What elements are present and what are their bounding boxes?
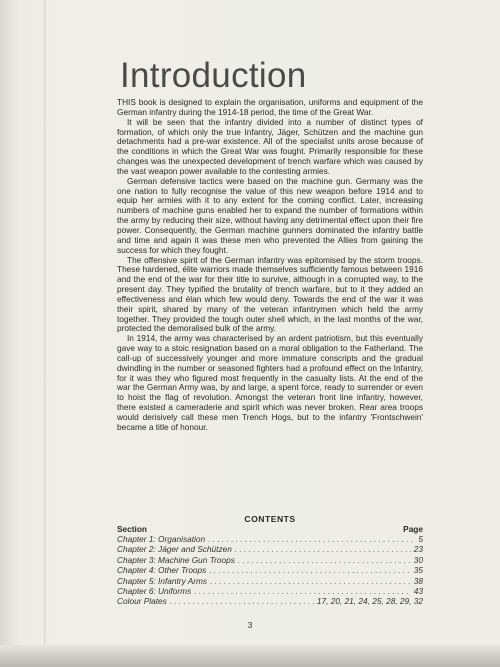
toc-entry: [117, 555, 423, 565]
toc-entry-label: Colour Plates: [117, 596, 167, 607]
toc-entry: [117, 544, 423, 554]
toc-entry: [117, 534, 423, 544]
toc-entry-label: Chapter 6: Uniforms: [117, 586, 192, 597]
toc-entry-page: 35: [413, 565, 423, 576]
contents-title: CONTENTS: [244, 514, 296, 524]
toc-leader-dots: [235, 544, 411, 554]
section-column-label: Section: [117, 524, 147, 534]
paragraph: It will be seen that the infantry divided into a number of distinct types of formation, of which only the true Infantry, Jäger, Schützen and the machine gun detachments had a pre-war existence. All of the specialist units arose because of the conditions in which the Great War was fought. Primarily responsible for these changes was the unexpected development of trench warfare which was caused by the vast weapon power available to the contesting armies.: [117, 116, 423, 176]
page-number: 3: [247, 620, 253, 630]
table-of-contents: [117, 514, 423, 607]
page-fold-shadow: [44, 0, 46, 667]
paragraph: The offensive spirit of the German infantry was epitomised by the storm troops. These hardened, élite warriors made themselves sufficiently famous between 1916 and the end of the war for their title to survive, although in a corrupted way, to the present day. They typified the brutality of trench warfare, but to it they added an effectiveness and élan which few would deny. Towards the end of the war it was their spirit, shared by many of the veteran infantrymen which held the army together. They provided the tough outer shell which, in the last months of the war, protected the demoralised bulk of the army.: [117, 254, 423, 334]
toc-entry-label: Chapter 2: Jäger and Schützen: [117, 544, 232, 555]
toc-entry: [117, 596, 423, 606]
paragraph: THIS book is designed to explain the organisation, uniforms and equipment of the German infantry during the 1914-18 period, the time of the Great War.: [117, 97, 423, 117]
toc-entry: [117, 586, 423, 596]
toc-entry: [117, 576, 423, 586]
toc-entry-label: Chapter 5: Infantry Arms: [117, 575, 208, 586]
contents-header-row: [117, 524, 423, 534]
toc-entry-page: 30: [413, 554, 423, 565]
toc-leader-dots: [170, 596, 314, 606]
toc-entry-page: 17, 20, 21, 24, 25, 28, 29, 32: [316, 596, 423, 607]
toc-entry-page: 38: [413, 575, 423, 586]
toc-entry: [117, 565, 423, 575]
toc-leader-dots: [194, 586, 411, 596]
toc-entry-label: Chapter 3: Machine Gun Troops: [117, 554, 235, 565]
page-title: Introduction: [120, 56, 307, 95]
toc-leader-dots: [209, 565, 410, 575]
toc-leader-dots: [208, 534, 415, 544]
introduction-body: [117, 98, 423, 433]
toc-entry-page: 43: [413, 586, 423, 597]
toc-leader-dots: [210, 576, 411, 586]
paragraph: In 1914, the army was characterised by an ardent patriotism, but this eventually gave way to a stoic resignation based on a moral obligation to the Fatherland. The call-up of successively younger and more immature conscripts and the gradual dwindling in the number or seasoned fighters had a profound effect on the Infantry, for it was they who figured most frequently in the casualty lists. At the end of the war the German Army was, by and large, a spent force, ready to surrender or even to hoist the flag of revolution. Amongst the veteran front line infantry, however, there existed a cameraderie and spirit which was never broken. Rear area troops would derisively call these men Trench Hogs, but to the infantry 'Frontschwein' became a title of honour.: [117, 333, 423, 432]
paragraph: German defensive tactics were based on the machine gun. Germany was the one nation to fully recognise the value of this new weapon before 1914 and to equip her armies with it to any extent for the coming conflict. Later, increasing numbers of machine guns enabled her to expand the number of formations within the army by reducing their size, without having any detrimental effect upon their fire power. Consequently, the German machine gunners dominated the infantry battle and time and again it was these men who prevented the Allies from gaining the success for which they fought.: [117, 175, 423, 255]
page-column-label: Page: [403, 524, 423, 534]
page-bottom-shadow: [0, 645, 500, 667]
toc-entry-label: Chapter 4: Other Troops: [117, 565, 207, 576]
toc-entry-page: 5: [418, 534, 423, 544]
toc-entry-page: 23: [413, 544, 423, 555]
toc-entry-label: Chapter 1: Organisation: [117, 534, 206, 544]
toc-leader-dots: [238, 555, 411, 565]
